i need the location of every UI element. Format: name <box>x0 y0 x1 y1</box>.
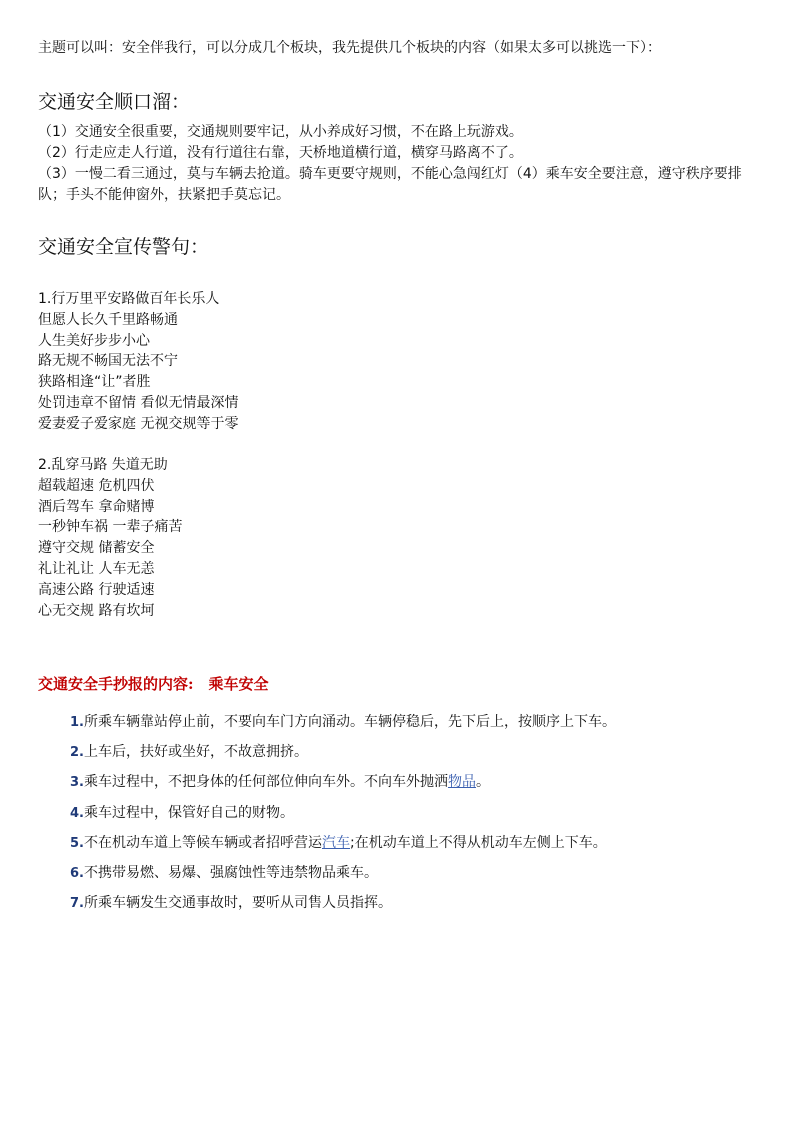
slogan-line: 1.行万里平安路做百年长乐人 <box>38 291 220 307</box>
rule-text: 。 <box>475 774 490 791</box>
rule-text: 不在机动车道上等候车辆或者招呼营运 <box>83 834 322 851</box>
rule-text: 所乘车辆发生交通事故时，要听从司售人员指挥。 <box>83 895 392 912</box>
slogan-line: 但愿人长久千里路畅通 <box>38 311 178 328</box>
slogan-line: 超载超速 危机四伏 <box>38 477 155 494</box>
slogan-line: 酒后驾车 拿命赌博 <box>38 498 155 515</box>
slogan-line: 路无规不畅国无法不宁 <box>38 353 178 370</box>
rule-number: 1. <box>70 715 84 730</box>
riding-rule-item <box>70 803 616 833</box>
rule-number: 4. <box>70 805 84 821</box>
riding-rule-item <box>70 833 616 863</box>
rule-text: ;在机动车道上不得从机动车左侧上下车。 <box>349 834 607 851</box>
rule-text: 不携带易燃、易爆、强腐蚀性等违禁物品乘车。 <box>83 864 378 881</box>
rule-number: 5. <box>70 835 84 851</box>
rhyme-line: （1）交通安全很重要，交通规则要牢记，从小养成好习惯，不在路上玩游戏。 <box>38 124 523 140</box>
rhyme-line: （2）行走应走人行道，没有行道往右靠，天桥地道横行道，横穿马路离不了。 <box>38 145 523 161</box>
slogan-line: 高速公路 行驶适速 <box>38 581 155 598</box>
rhymes-block <box>38 122 763 206</box>
riding-rule-item <box>70 863 616 893</box>
rule-number: 2. <box>70 745 84 761</box>
slogan-line: 人生美好步步小心 <box>38 332 150 349</box>
riding-rule-item <box>70 893 616 923</box>
slogan-line: 心无交规 路有坎坷 <box>38 602 155 619</box>
slogan-line: 礼让礼让 人车无恙 <box>38 560 155 577</box>
slogan-line: 一秒钟车祸 一辈子痛苦 <box>38 519 183 536</box>
slogan-line: 处罚违章不留情 看似无情最深情 <box>38 394 239 411</box>
intro-text: 主题可以叫：安全伴我行，可以分成几个板块，我先提供几个板块的内容（如果太多可以挑选一下）： <box>38 40 661 56</box>
riding-rules-list <box>70 712 616 923</box>
inline-link[interactable]: 物品 <box>447 774 476 791</box>
rule-number: 3. <box>70 775 84 791</box>
slogan-line: 遵守交规 储蓄安全 <box>38 540 155 557</box>
rule-text: 上车后，扶好或坐好，不故意拥挤。 <box>83 744 308 761</box>
slogan-line: 狭路相逢“让”者胜 <box>38 374 151 391</box>
rule-number: 6. <box>70 865 84 881</box>
rhyme-line: （3）一慢二看三通过，莫与车辆去抢道。骑车更要守规则，不能心急闯红灯（4）乘车安全要注意，遵守秩序要排队；手头不能伸窗外，扶紧把手莫忘记。 <box>38 166 742 203</box>
slogans-group-2 <box>38 455 182 621</box>
riding-rule-item <box>70 742 616 772</box>
slogans-heading: 交通安全宣传警句： <box>38 236 210 258</box>
inline-link[interactable]: 汽车 <box>321 834 350 851</box>
rule-text: 所乘车辆靠站停止前，不要向车门方向涌动。车辆停稳后，先下后上，按顺序上下车。 <box>83 714 616 730</box>
slogans-group-1 <box>38 289 238 435</box>
rule-text: 乘车过程中，不把身体的任何部位伸向车外。不向车外抛洒 <box>83 774 448 791</box>
riding-rule-item <box>70 772 616 802</box>
rule-text: 乘车过程中，保管好自己的财物。 <box>83 804 294 821</box>
slogan-line: 爱妻爱子爱家庭 无视交规等于零 <box>38 415 239 432</box>
slogan-line: 2.乱穿马路 失道无助 <box>38 457 168 473</box>
rhymes-heading: 交通安全顺口溜： <box>38 91 191 113</box>
riding-rule-item <box>70 712 616 742</box>
rule-number: 7. <box>70 896 84 912</box>
riding-safety-heading: 交通安全手抄报的内容: 乘车安全 <box>38 675 269 693</box>
